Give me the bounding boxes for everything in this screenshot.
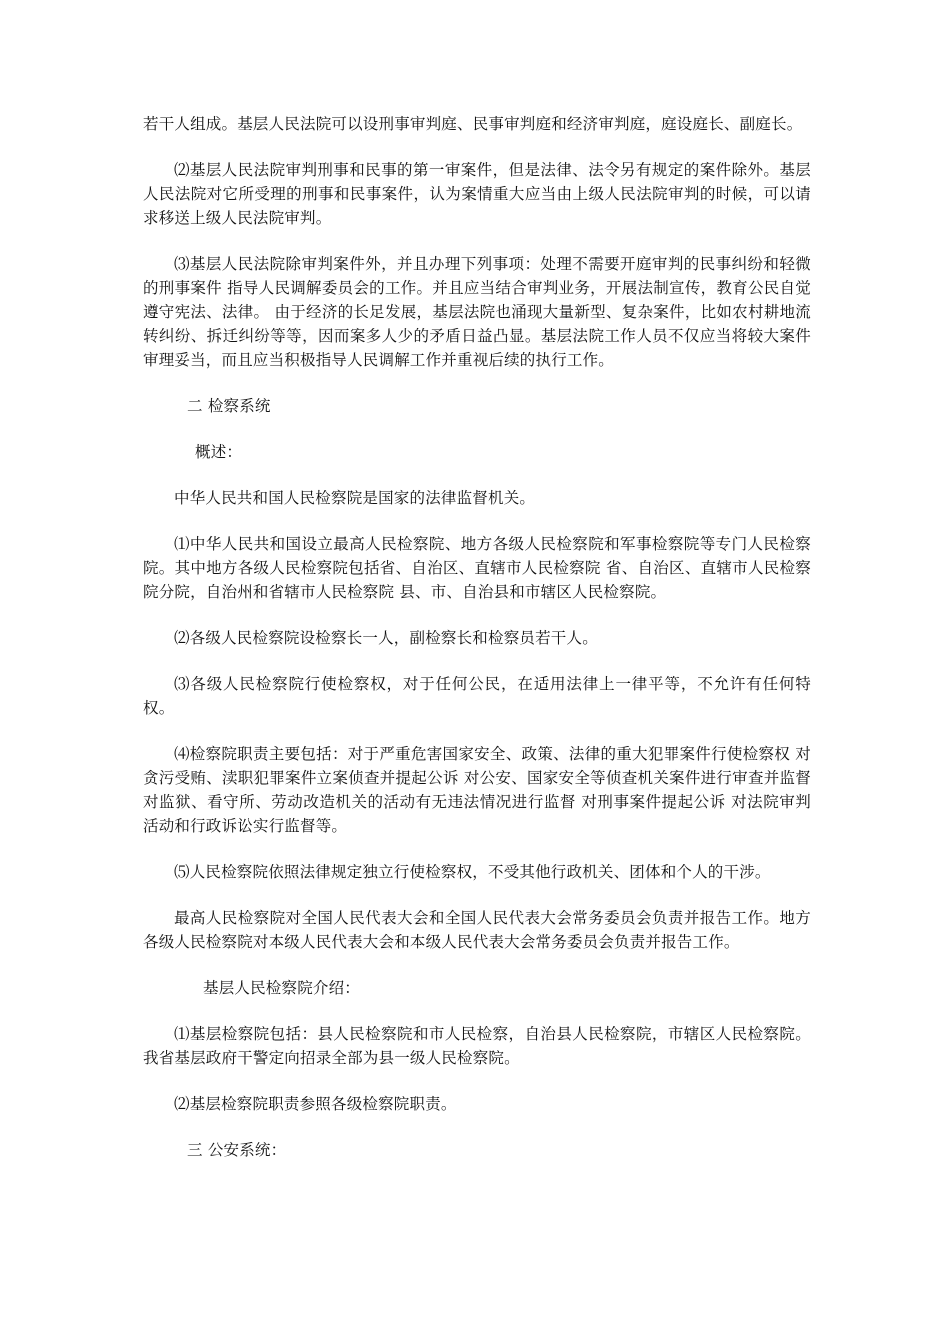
paragraph-procuratorate-item-1: ⑴中华人民共和国设立最高人民检察院、地方各级人民检察院和军事检察院等专门人民检察院。其中地方各级人民检察院包括省、自治区、直辖市人民检察院 省、自治区、直辖市人民检察院分院，自治州和省辖市人民检察院 县、市、自治县和市辖区人民检察院。 — [143, 535, 811, 601]
paragraph-basic-procuratorate-item-1: ⑴基层检察院包括：县人民检察院和市人民检察，自治县人民检察院，市辖区人民检察院。我省基层政府干警定向招录全部为县一级人民检察院。 — [143, 1025, 811, 1067]
paragraph-court-composition: 若干人组成。基层人民法院可以设刑事审判庭、民事审判庭和经济审判庭，庭设庭长、副庭长。 — [143, 115, 803, 133]
paragraph-court-item-2: ⑵基层人民法院审判刑事和民事的第一审案件，但是法律、法令另有规定的案件除外。基层人民法院对它所受理的刑事和民事案件，认为案情重大应当由上级人民法院审判的时候，可以请求移送上级人民法院审判。 — [143, 161, 811, 227]
document-page — [143, 112, 811, 1184]
paragraph-procuratorate-item-5: ⑸人民检察院依照法律规定独立行使检察权，不受其他行政机关、团体和个人的干涉。 — [174, 863, 771, 881]
subheading-basic-procuratorate: 基层人民检察院介绍： — [203, 979, 361, 997]
paragraph-procuratorate-item-3: ⑶各级人民检察院行使检察权，对于任何公民，在适用法律上一律平等，不允许有任何特权。 — [143, 675, 811, 717]
paragraph-procuratorate-reporting: 最高人民检察院对全国人民代表大会和全国人民代表大会常务委员会负责并报告工作。地方各级人民检察院对本级人民代表大会和本级人民代表大会常务委员会负责并报告工作。 — [143, 909, 811, 951]
paragraph-procuratorate-item-4: ⑷检察院职责主要包括：对于严重危害国家安全、政策、法律的重大犯罪案件行使检察权 对贪污受贿、渎职犯罪案件立案侦查并提起公诉 对公安、国家安全等侦查机关案件进行审查并监督 对监狱、看守所、劳动改造机关的活动有无违法情况进行监督 对刑事案件提起公诉 对法院审判活动和行政诉讼实行监督等。 — [143, 745, 811, 835]
paragraph-procuratorate-item-2: ⑵各级人民检察院设检察长一人，副检察长和检察员若干人。 — [174, 629, 598, 647]
section-heading-public-security: 三 公安系统： — [187, 1141, 287, 1159]
paragraph-court-item-3: ⑶基层人民法院除审判案件外，并且办理下列事项：处理不需要开庭审判的民事纠纷和轻微的刑事案件 指导人民调解委员会的工作。并且应当结合审判业务，开展法制宣传，教育公民自觉遵守宪法、法律。 由于经济的长足发展，基层法院也涌现大量新型、复杂案件，比如农村耕地流转纠纷、拆迁纠纷等等，因而案多人少的矛盾日益凸显。基层法院工作人员不仅应当将较大案件审理妥当，而且应当积极指导人民调解工作并重视后续的执行工作。 — [143, 255, 811, 369]
section-heading-procuratorate: 二 检察系统 — [187, 397, 271, 415]
subheading-overview: 概述： — [195, 443, 243, 461]
paragraph-procuratorate-definition: 中华人民共和国人民检察院是国家的法律监督机关。 — [174, 489, 536, 507]
paragraph-basic-procuratorate-item-2: ⑵基层检察院职责参照各级检察院职责。 — [174, 1095, 457, 1113]
